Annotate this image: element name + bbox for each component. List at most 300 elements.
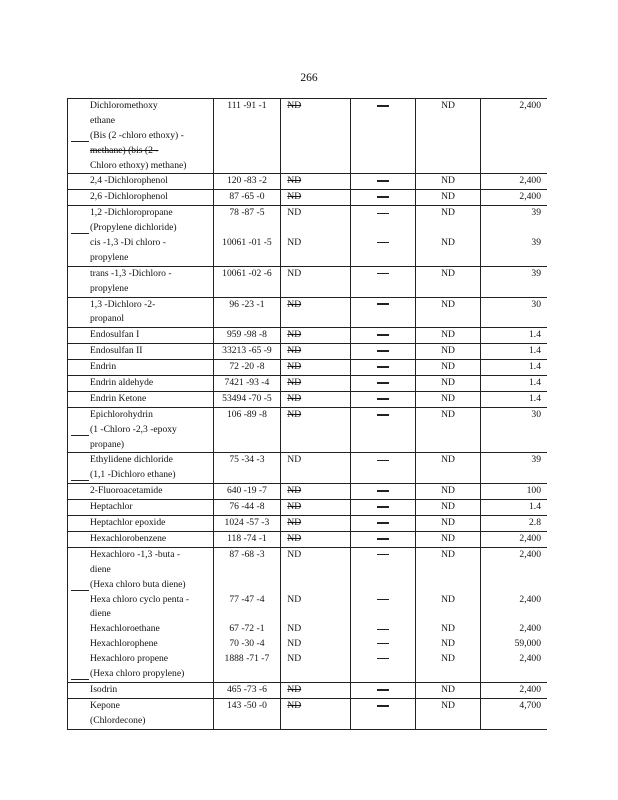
limit-value-cell xyxy=(480,698,547,729)
cas-number xyxy=(214,221,281,236)
dash-mark xyxy=(377,366,389,368)
table-row xyxy=(68,360,548,376)
limit-value: 39 xyxy=(531,207,541,219)
substance-name-line: Hexachloro propene xyxy=(90,653,169,665)
cas-number xyxy=(214,667,281,682)
limit-value: 39 xyxy=(531,237,541,249)
substance-name-line: Hexachloro -1,3 -buta - xyxy=(90,548,181,560)
cas-number-cell xyxy=(213,297,281,328)
value-cell-5 xyxy=(416,453,480,484)
value-cell-3 xyxy=(281,391,351,407)
value-cell-5 xyxy=(416,297,480,328)
value-cell-4 xyxy=(351,547,416,682)
value-cell-4 xyxy=(351,516,416,532)
table-row xyxy=(68,484,548,500)
nd-value: ND xyxy=(287,548,302,560)
cas-number: 959 -98 -8 xyxy=(226,329,267,341)
cas-number: 96 -23 -1 xyxy=(229,298,265,310)
nd-value: ND xyxy=(287,501,302,513)
limit-value-cell xyxy=(480,453,547,484)
limit-value-cell xyxy=(480,682,547,698)
substance-name-cell xyxy=(68,360,214,376)
cas-number: 111 -91 -1 xyxy=(227,100,267,111)
value-cell-5 xyxy=(416,407,480,453)
substance-name-cell xyxy=(68,328,214,344)
table-row xyxy=(68,328,548,344)
limit-value xyxy=(481,563,547,578)
nd-value: ND xyxy=(441,329,455,341)
nd-value: ND xyxy=(287,191,302,203)
substance-name-line: propylene xyxy=(90,251,129,263)
substance-name-line: 1,3 -Dichloro -2- xyxy=(90,298,156,310)
dash-mark xyxy=(377,689,389,691)
value-cell-3 xyxy=(281,547,351,682)
cas-number-cell xyxy=(213,500,281,516)
substance-name-cell xyxy=(68,206,214,267)
cas-number xyxy=(214,578,281,593)
substance-name-line: diene xyxy=(90,563,111,575)
limit-value-cell xyxy=(480,407,547,453)
cas-number-cell xyxy=(213,391,281,407)
nd-value: ND xyxy=(287,454,302,466)
cas-number-cell xyxy=(213,682,281,698)
nd-value: ND xyxy=(287,329,302,341)
limit-value xyxy=(481,221,547,236)
cas-number: 10061 -01 -5 xyxy=(222,237,272,249)
value-cell-5 xyxy=(416,698,480,729)
limit-value: 1.4 xyxy=(529,377,541,389)
value-cell-3 xyxy=(281,453,351,484)
value-cell-4 xyxy=(351,360,416,376)
substance-name-line: Kepone xyxy=(90,699,120,711)
cas-number-cell xyxy=(213,344,281,360)
substance-name-cell xyxy=(68,391,214,407)
value-cell-5 xyxy=(416,376,480,392)
limit-value-cell xyxy=(480,344,547,360)
substance-name-line: Heptachlor xyxy=(90,501,133,513)
substance-name-line: Chloro ethoxy) methane) xyxy=(90,159,187,171)
nd-value: ND xyxy=(287,593,302,605)
limit-value: 4,700 xyxy=(519,699,541,711)
value-cell-4 xyxy=(351,376,416,392)
limit-value: 2,400 xyxy=(519,191,541,203)
value-cell-5 xyxy=(416,190,480,206)
substance-name-line: Endosulfan II xyxy=(90,345,143,357)
nd-value: ND xyxy=(287,100,302,111)
table-row xyxy=(68,391,548,407)
value-cell-5 xyxy=(416,500,480,516)
cas-number-cell xyxy=(213,266,281,297)
cas-number-cell xyxy=(213,174,281,190)
value-cell-5 xyxy=(416,531,480,547)
substance-name-cell xyxy=(68,484,214,500)
substance-name-cell xyxy=(68,531,214,547)
cas-number: 7421 -93 -4 xyxy=(224,377,270,389)
value-cell-4 xyxy=(351,328,416,344)
dash-mark xyxy=(377,382,389,384)
nd-value: ND xyxy=(287,175,302,187)
dash-mark xyxy=(377,490,389,492)
limit-value: 2,400 xyxy=(519,532,541,544)
cas-number: 106 -89 -8 xyxy=(226,408,267,420)
nd-value: ND xyxy=(441,532,455,544)
limit-value: 2,400 xyxy=(519,100,541,111)
dash-mark xyxy=(377,658,389,659)
limit-value-cell xyxy=(480,206,547,267)
dash-mark xyxy=(377,398,389,400)
limit-value: 39 xyxy=(531,454,541,466)
nd-value: ND xyxy=(441,638,455,650)
value-cell-3 xyxy=(281,174,351,190)
value-cell-5 xyxy=(416,174,480,190)
substance-name-cell xyxy=(68,698,214,729)
cas-number: 143 -50 -0 xyxy=(226,699,267,711)
value-cell-4 xyxy=(351,407,416,453)
limit-value-cell xyxy=(480,266,547,297)
substance-name-line: Hexachlorophene xyxy=(90,638,158,650)
substance-name-line: ethane xyxy=(90,114,116,126)
nd-value: ND xyxy=(287,361,302,373)
nd-value: ND xyxy=(441,100,455,111)
substance-name-line: 1,2 -Dichloropropane xyxy=(90,207,173,219)
substance-name-line: Hexachloroethane xyxy=(90,623,160,635)
substance-name-line: (Bis (2 -chloro ethoxy) - xyxy=(90,129,184,141)
substance-name-cell xyxy=(68,547,214,682)
substance-name-line: (Hexa chloro buta diene) xyxy=(90,578,186,590)
substance-name-cell xyxy=(68,344,214,360)
dash-mark xyxy=(377,538,389,540)
value-cell-3 xyxy=(281,698,351,729)
nd-value: ND xyxy=(441,485,455,497)
limit-value: 2,400 xyxy=(519,623,541,635)
value-cell-4 xyxy=(351,698,416,729)
limit-value: 39 xyxy=(531,267,541,279)
chemical-table xyxy=(67,98,547,730)
value-cell-4 xyxy=(351,391,416,407)
cas-number: 118 -74 -1 xyxy=(227,532,267,544)
limit-value-cell xyxy=(480,297,547,328)
value-cell-5 xyxy=(416,360,480,376)
dash-mark xyxy=(377,213,389,214)
value-cell-3 xyxy=(281,297,351,328)
table-row xyxy=(68,516,548,532)
substance-name-line: methane) (bis (2 - xyxy=(90,144,159,156)
substance-name-line: diene xyxy=(90,608,111,620)
substance-name-line: Dichloromethoxy xyxy=(90,100,158,111)
value-cell-5 xyxy=(416,328,480,344)
page-number: 266 xyxy=(300,72,318,84)
cas-number: 75 -34 -3 xyxy=(229,454,265,466)
substance-name-line: propanol xyxy=(90,313,125,325)
limit-value: 2.8 xyxy=(529,517,541,529)
substance-name-cell xyxy=(68,297,214,328)
dash-mark xyxy=(377,643,389,644)
substance-name-cell xyxy=(68,682,214,698)
substance-name-line: Ethylidene dichloride xyxy=(90,454,173,466)
dash-mark xyxy=(377,105,389,107)
limit-value: 2,400 xyxy=(519,548,541,560)
cas-number-cell xyxy=(213,328,281,344)
nd-value: ND xyxy=(287,485,302,497)
nd-value: ND xyxy=(441,683,455,695)
table-row xyxy=(68,376,548,392)
limit-value-cell xyxy=(480,376,547,392)
value-cell-5 xyxy=(416,547,480,682)
cas-number: 87 -68 -3 xyxy=(229,548,265,560)
nd-value: ND xyxy=(287,653,302,665)
limit-value: 1.4 xyxy=(529,501,541,513)
substance-name-line: (Propylene dichloride) xyxy=(90,222,177,234)
substance-name-cell xyxy=(68,453,214,484)
value-cell-5 xyxy=(416,484,480,500)
nd-value: ND xyxy=(287,267,302,279)
substance-name-line: Epichlorohydrin xyxy=(90,408,153,420)
cas-number: 465 -73 -6 xyxy=(226,683,267,695)
dash-mark xyxy=(377,522,389,524)
table-row xyxy=(68,500,548,516)
substance-name-line: (1 -Chloro -2,3 -epoxy xyxy=(90,423,177,435)
nd-value: ND xyxy=(287,345,302,357)
nd-value: ND xyxy=(441,191,455,203)
substance-name-line: Isodrin xyxy=(90,683,118,695)
substance-name-line: Heptachlor epoxide xyxy=(90,517,166,529)
limit-value-cell xyxy=(480,360,547,376)
value-cell-4 xyxy=(351,453,416,484)
nd-value xyxy=(416,578,479,593)
cas-number-cell xyxy=(213,206,281,267)
limit-value-cell xyxy=(480,547,547,682)
nd-value: ND xyxy=(441,392,455,404)
limit-value xyxy=(481,578,547,593)
limit-value: 59,000 xyxy=(514,638,541,650)
table-row xyxy=(68,698,548,729)
cas-number-cell xyxy=(213,531,281,547)
substance-name-line: 2-Fluoroacetamide xyxy=(90,485,163,497)
value-cell-5 xyxy=(416,99,480,174)
cas-number-cell xyxy=(213,407,281,453)
value-cell-5 xyxy=(416,682,480,698)
value-cell-3 xyxy=(281,516,351,532)
table-row xyxy=(68,297,548,328)
substance-name-cell xyxy=(68,266,214,297)
substance-name-cell xyxy=(68,190,214,206)
value-cell-3 xyxy=(281,531,351,547)
substance-name-cell xyxy=(68,407,214,453)
limit-value-cell xyxy=(480,174,547,190)
substance-name-line: Endrin Ketone xyxy=(90,392,147,404)
substance-name-line: 2,4 -Dichlorophenol xyxy=(90,175,168,187)
limit-value-cell xyxy=(480,190,547,206)
dash-mark xyxy=(377,506,389,508)
substance-name-cell xyxy=(68,500,214,516)
value-cell-4 xyxy=(351,190,416,206)
cas-number-cell xyxy=(213,190,281,206)
cas-number-cell xyxy=(213,360,281,376)
table-row xyxy=(68,99,548,174)
nd-value: ND xyxy=(441,377,455,389)
substance-name-line: 2,6 -Dichlorophenol xyxy=(90,191,168,203)
table-row xyxy=(68,174,548,190)
nd-value: ND xyxy=(287,699,302,711)
substance-name-line: (Chlordecone) xyxy=(90,714,146,726)
cas-number: 78 -87 -5 xyxy=(229,207,265,219)
cas-number-cell xyxy=(213,698,281,729)
value-cell-4 xyxy=(351,682,416,698)
value-cell-3 xyxy=(281,484,351,500)
dash-mark xyxy=(377,273,389,274)
value-cell-3 xyxy=(281,682,351,698)
limit-value-cell xyxy=(480,516,547,532)
substance-name-line: cis -1,3 -Di chloro - xyxy=(90,237,166,249)
nd-value: ND xyxy=(441,501,455,513)
substance-name-line: Endosulfan I xyxy=(90,329,140,341)
value-cell-4 xyxy=(351,99,416,174)
substance-name-line: trans -1,3 -Dichloro - xyxy=(90,267,172,279)
cas-number: 120 -83 -2 xyxy=(226,175,267,187)
limit-value: 1.4 xyxy=(529,361,541,373)
cas-number-cell xyxy=(213,99,281,174)
dash-mark xyxy=(377,705,389,707)
value-cell-4 xyxy=(351,297,416,328)
cas-number: 10061 -02 -6 xyxy=(222,267,272,279)
value-cell-4 xyxy=(351,174,416,190)
table-row xyxy=(68,266,548,297)
limit-value: 2,400 xyxy=(519,683,541,695)
value-cell-3 xyxy=(281,328,351,344)
value-cell-4 xyxy=(351,266,416,297)
table-row xyxy=(68,547,548,682)
substance-name-cell xyxy=(68,99,214,174)
limit-value: 2,400 xyxy=(519,175,541,187)
substance-name-line: (Hexa chloro propylene) xyxy=(90,667,185,679)
nd-value: ND xyxy=(287,623,302,635)
dash-mark xyxy=(377,629,389,630)
limit-value: 1.4 xyxy=(529,345,541,357)
nd-value: ND xyxy=(441,408,455,420)
limit-value: 100 xyxy=(526,485,541,497)
dash-mark xyxy=(377,460,389,461)
nd-value xyxy=(416,607,479,622)
nd-value: ND xyxy=(441,593,455,605)
substance-name-cell xyxy=(68,516,214,532)
nd-value: ND xyxy=(287,298,302,310)
nd-value: ND xyxy=(441,653,455,665)
value-cell-5 xyxy=(416,391,480,407)
substance-name-line: propylene xyxy=(90,282,129,294)
nd-value: ND xyxy=(287,683,302,695)
cas-number xyxy=(214,607,281,622)
value-cell-3 xyxy=(281,500,351,516)
nd-value: ND xyxy=(441,207,455,219)
nd-value xyxy=(416,563,479,578)
table-row xyxy=(68,682,548,698)
value-cell-3 xyxy=(281,190,351,206)
limit-value: 30 xyxy=(531,298,541,310)
value-cell-3 xyxy=(281,376,351,392)
nd-value: ND xyxy=(441,267,455,279)
value-cell-3 xyxy=(281,206,351,267)
dash-mark xyxy=(377,554,389,555)
table-body xyxy=(68,99,548,730)
dash-mark xyxy=(377,180,389,182)
nd-value xyxy=(416,667,479,682)
value-cell-5 xyxy=(416,206,480,267)
value-cell-4 xyxy=(351,344,416,360)
limit-value: 30 xyxy=(531,408,541,420)
cas-number: 77 -47 -4 xyxy=(229,593,265,605)
nd-value: ND xyxy=(287,638,302,650)
substance-name-line: Endrin aldehyde xyxy=(90,377,154,389)
value-cell-5 xyxy=(416,266,480,297)
value-cell-4 xyxy=(351,484,416,500)
cas-number: 87 -65 -0 xyxy=(229,191,265,203)
dash-mark xyxy=(377,334,389,336)
nd-value: ND xyxy=(441,623,455,635)
dash-mark xyxy=(377,196,389,198)
substance-name-line: Hexa chloro cyclo penta - xyxy=(90,593,190,605)
nd-value: ND xyxy=(287,517,302,529)
substance-name-line: (1,1 -Dichloro ethane) xyxy=(90,469,176,481)
nd-value: ND xyxy=(441,454,455,466)
limit-value xyxy=(481,667,547,682)
nd-value: ND xyxy=(441,517,455,529)
cas-number: 1024 -57 -3 xyxy=(224,517,270,529)
nd-value: ND xyxy=(287,237,302,249)
limit-value-cell xyxy=(480,500,547,516)
value-cell-3 xyxy=(281,407,351,453)
limit-value-cell xyxy=(480,484,547,500)
value-cell-4 xyxy=(351,206,416,267)
value-cell-3 xyxy=(281,360,351,376)
limit-value: 2,400 xyxy=(519,593,541,605)
limit-value: 2,400 xyxy=(519,653,541,665)
cas-number xyxy=(214,563,281,578)
nd-value: ND xyxy=(441,361,455,373)
cas-number: 72 -20 -8 xyxy=(229,361,265,373)
limit-value xyxy=(481,607,547,622)
cas-number-cell xyxy=(213,453,281,484)
table-row xyxy=(68,190,548,206)
cas-number: 53494 -70 -5 xyxy=(222,392,272,404)
table-row xyxy=(68,531,548,547)
cas-number: 33213 -65 -9 xyxy=(222,345,272,357)
limit-value-cell xyxy=(480,531,547,547)
dash-mark xyxy=(377,303,389,305)
nd-value: ND xyxy=(287,392,302,404)
cas-number: 1888 -71 -7 xyxy=(224,653,270,665)
value-cell-4 xyxy=(351,500,416,516)
substance-name-line: propane) xyxy=(90,438,125,450)
table-row xyxy=(68,344,548,360)
cas-number: 640 -19 -7 xyxy=(226,485,267,497)
dash-mark xyxy=(377,414,389,416)
dash-mark xyxy=(377,599,389,600)
cas-number-cell xyxy=(213,547,281,682)
dash-mark xyxy=(377,350,389,352)
substance-name-line: Hexachlorobenzene xyxy=(90,532,167,544)
value-cell-5 xyxy=(416,344,480,360)
value-cell-5 xyxy=(416,516,480,532)
limit-value-cell xyxy=(480,99,547,174)
nd-value: ND xyxy=(287,408,302,420)
nd-value xyxy=(416,221,479,236)
limit-value-cell xyxy=(480,391,547,407)
table-row xyxy=(68,206,548,267)
value-cell-3 xyxy=(281,344,351,360)
table-row xyxy=(68,453,548,484)
cas-number-cell xyxy=(213,484,281,500)
value-cell-3 xyxy=(281,266,351,297)
